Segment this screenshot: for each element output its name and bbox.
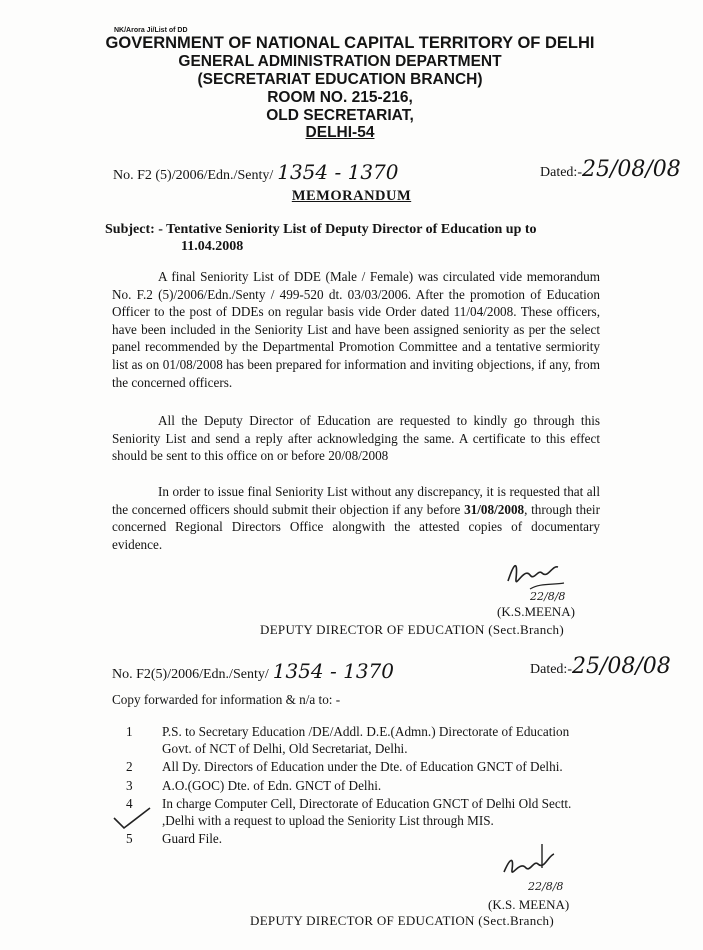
header-department: GENERAL ADMINISTRATION DEPARTMENT xyxy=(178,53,502,70)
memo-title-text: MEMORANDUM xyxy=(291,188,412,204)
list-item-text: A.O.(GOC) Dte. of Edn. GNCT of Delhi. xyxy=(162,777,382,793)
header-city xyxy=(30,124,650,142)
file-number xyxy=(113,160,399,184)
list-item-text: Guard File. xyxy=(162,831,223,846)
header-branch: (SECRETARIAT EDUCATION BRANCH) xyxy=(197,71,483,88)
signatory-2-name: (K.S. MEENA) xyxy=(488,897,570,912)
memo-title xyxy=(0,188,703,205)
signature-2-scribble xyxy=(498,838,608,894)
date-handwritten: 25/08/08 xyxy=(581,157,681,182)
list-item-number: 4 xyxy=(126,796,133,811)
header-building: OLD SECRETARIAT, xyxy=(266,107,414,124)
date-line-2 xyxy=(530,654,671,679)
list-item xyxy=(126,724,596,757)
list-item xyxy=(126,796,596,829)
signatory-1-name: (K.S.MEENA) xyxy=(497,604,575,619)
date-2-label: Dated:- xyxy=(530,662,572,677)
list-item-text: All Dy. Directors of Education under the Dte. of Education GNCT of Delhi. xyxy=(162,759,563,774)
header-room: ROOM NO. 215-216, xyxy=(267,89,413,106)
checkmark-icon xyxy=(112,806,152,832)
date-label: Dated:- xyxy=(540,165,582,180)
file-number-label: No. F2 (5)/2006/Edn./Senty/ xyxy=(113,168,274,183)
list-item-number: 5 xyxy=(126,831,133,846)
paragraph-3-part2: , through their concerned Regional Directors Office alongwith the attested copies of documentary evidence. xyxy=(112,501,600,552)
date-line xyxy=(540,157,681,182)
copy-forwarded-line: Copy forwarded for information & n/a to: - xyxy=(112,692,341,707)
recipient-list xyxy=(126,724,596,850)
subject-line-1: Subject: - Tentative Seniority List of Deputy Director of Education up to xyxy=(105,222,537,237)
header-city-text: DELHI-54 xyxy=(305,124,375,141)
list-item-number: 2 xyxy=(126,759,133,774)
date-2-handwritten: 25/08/08 xyxy=(571,654,671,679)
paragraph-3-part1: In order to issue final Seniority List without any discrepancy, it is requested that all the concerned officers should submit their objection if any before xyxy=(112,484,600,517)
list-item xyxy=(126,759,596,776)
header-government: GOVERNMENT OF NATIONAL CAPITAL TERRITORY OF DELHI xyxy=(105,34,595,52)
paragraph-2 xyxy=(112,412,600,465)
file-number-handwritten: 1354 - 1370 xyxy=(277,160,399,184)
signature-1-date: 22/8/8 xyxy=(530,590,566,603)
paragraph-1-text: A final Seniority List of DDE (Male / Female) was circulated vide memorandum No. F.2 (5)/2006/Edn./Senty / 499-520 dt. 03/03/2006. After the promotion of Education Officer to the post of DDEs on regular basis vide Order dated 11/04/2008. These officers, have been included in the Seniority List and have been assigned seniority as per the select panel recommended by the Departmental Promotion Committee and a tentative sermiority list as on 01/08/2008 has been prepared for information and inviting objections, if any, from the concerned officers. xyxy=(112,269,600,390)
list-item-text: P.S. to Secretary Education /DE/Addl. D.E.(Admn.) Directorate of Education Govt. of NCT of Delhi, Old Secretariat, Delhi. xyxy=(162,724,570,756)
signature-2-date: 22/8/8 xyxy=(528,880,564,893)
paragraph-3-text xyxy=(112,483,600,553)
file-number-2-handwritten: 1354 - 1370 xyxy=(272,659,395,683)
subject-line xyxy=(105,221,605,255)
file-number-2 xyxy=(112,659,394,683)
list-item-number: 1 xyxy=(126,724,133,739)
list-item-number: 3 xyxy=(126,777,133,793)
list-item-text: In charge Computer Cell, Directorate of Education GNCT of Delhi Old Sectt. ,Delhi with a request to upload the Seniority List through MIS. xyxy=(162,796,572,828)
signature-1-scribble xyxy=(500,553,590,603)
file-number-2-label: No. F2(5)/2006/Edn./Senty/ xyxy=(112,667,269,682)
paragraph-2-text: All the Deputy Director of Education are requested to kindly go through this Seniority List and send a reply after acknowledging the same. A certificate to this effect should be sent to this office on or before 20/08/2008 xyxy=(112,413,600,464)
paragraph-1 xyxy=(112,268,600,391)
paragraph-3-deadline: 31/08/2008 xyxy=(464,501,525,517)
list-item xyxy=(126,778,596,795)
paragraph-3 xyxy=(112,483,600,553)
signatory-1-designation: DEPUTY DIRECTOR OF EDUCATION (Sect.Branch) xyxy=(260,622,564,637)
subject-line-2: 11.04.2008 xyxy=(181,239,244,254)
signatory-2-designation: DEPUTY DIRECTOR OF EDUCATION (Sect.Branch) xyxy=(250,913,554,928)
file-reference-tag: NK/Arora Ji/List of DD xyxy=(114,27,188,34)
